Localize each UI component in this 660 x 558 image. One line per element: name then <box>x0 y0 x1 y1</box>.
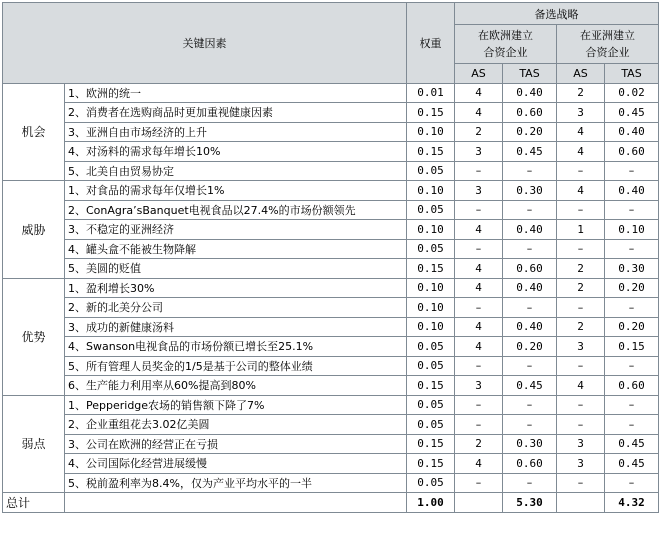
as2-cell: 2 <box>557 317 605 337</box>
table-row <box>3 259 659 279</box>
weight-cell: 0.10 <box>407 220 455 240</box>
weight-cell: 0.15 <box>407 434 455 454</box>
strategy2-line1: 在亚洲建立 <box>580 29 635 42</box>
tas1-cell: 0.40 <box>503 83 557 103</box>
weight-cell: 0.05 <box>407 161 455 181</box>
as2-cell: 1 <box>557 220 605 240</box>
tas2-cell: – <box>605 395 659 415</box>
as1-cell: 2 <box>455 122 503 142</box>
table-row <box>3 200 659 220</box>
weight-cell: 0.15 <box>407 259 455 279</box>
factor-cell: 1、Pepperidge农场的销售额下降了7% <box>65 395 407 415</box>
tas1-cell: – <box>503 395 557 415</box>
total-as1-empty <box>455 493 503 513</box>
factor-cell: 3、成功的新健康汤料 <box>65 317 407 337</box>
as1-cell: – <box>455 356 503 376</box>
tas2-cell: 0.45 <box>605 434 659 454</box>
tas1-cell: – <box>503 161 557 181</box>
as1-cell: – <box>455 239 503 259</box>
table-row <box>3 298 659 318</box>
weight-cell: 0.01 <box>407 83 455 103</box>
tas1-cell: – <box>503 415 557 435</box>
table-row <box>3 181 659 201</box>
as2-cell: 4 <box>557 122 605 142</box>
strategy2-line2: 合资企业 <box>585 46 630 59</box>
as2-cell: 4 <box>557 181 605 201</box>
as1-cell: – <box>455 395 503 415</box>
strategy1-line1: 在欧洲建立 <box>478 29 533 42</box>
category-weaknesses: 弱点 <box>3 395 65 493</box>
weight-cell: 0.05 <box>407 356 455 376</box>
weight-cell: 0.05 <box>407 200 455 220</box>
factor-cell: 5、税前盈利率为8.4%，仅为产业平均水平的一半 <box>65 473 407 493</box>
as2-cell: – <box>557 239 605 259</box>
as2-cell: 3 <box>557 454 605 474</box>
weight-cell: 0.10 <box>407 181 455 201</box>
total-weight: 1.00 <box>407 493 455 513</box>
as1-cell: 3 <box>455 142 503 162</box>
table-row <box>3 142 659 162</box>
weight-cell: 0.15 <box>407 142 455 162</box>
total-as2-empty <box>557 493 605 513</box>
factor-cell: 2、新的北美分公司 <box>65 298 407 318</box>
factor-cell: 3、亚洲自由市场经济的上升 <box>65 122 407 142</box>
as1-cell: 3 <box>455 376 503 396</box>
factor-cell: 4、公司国际化经营进展缓慢 <box>65 454 407 474</box>
tas2-cell: 0.40 <box>605 122 659 142</box>
weight-header: 权重 <box>407 3 455 84</box>
as1-cell: 3 <box>455 181 503 201</box>
weight-cell: 0.10 <box>407 317 455 337</box>
tas2-cell: 0.60 <box>605 376 659 396</box>
as1-cell: 4 <box>455 103 503 123</box>
as2-cell: 3 <box>557 103 605 123</box>
table-row <box>3 239 659 259</box>
factor-cell: 1、欧洲的统一 <box>65 83 407 103</box>
table-row <box>3 473 659 493</box>
qspm-table <box>2 2 659 513</box>
as1-cell: – <box>455 298 503 318</box>
factor-cell: 4、Swanson电视食品的市场份额已增长至25.1% <box>65 337 407 357</box>
tas1-cell: 0.40 <box>503 220 557 240</box>
tas2-cell: 0.45 <box>605 103 659 123</box>
factor-cell: 1、对食品的需求每年仅增长1% <box>65 181 407 201</box>
table-row <box>3 356 659 376</box>
as1-cell: – <box>455 473 503 493</box>
as1-cell: 4 <box>455 278 503 298</box>
as2-cell: – <box>557 161 605 181</box>
table-row <box>3 434 659 454</box>
as2-header: AS <box>557 64 605 84</box>
as2-cell: – <box>557 356 605 376</box>
weight-cell: 0.05 <box>407 473 455 493</box>
as1-cell: 4 <box>455 220 503 240</box>
as2-cell: – <box>557 298 605 318</box>
tas2-cell: 0.45 <box>605 454 659 474</box>
tas2-cell: 0.10 <box>605 220 659 240</box>
factor-cell: 6、生产能力利用率从60%提高到80% <box>65 376 407 396</box>
as2-cell: – <box>557 200 605 220</box>
strategy1-line2: 合资企业 <box>483 46 528 59</box>
tas1-cell: 0.30 <box>503 434 557 454</box>
as1-cell: 4 <box>455 317 503 337</box>
tas1-cell: 0.30 <box>503 181 557 201</box>
as2-cell: 2 <box>557 278 605 298</box>
as2-cell: 3 <box>557 434 605 454</box>
tas1-cell: – <box>503 298 557 318</box>
as1-header: AS <box>455 64 503 84</box>
tas1-cell: – <box>503 200 557 220</box>
tas1-cell: 0.20 <box>503 337 557 357</box>
as1-cell: 4 <box>455 454 503 474</box>
factor-cell: 5、北美自由贸易协定 <box>65 161 407 181</box>
table-row <box>3 317 659 337</box>
as2-cell: 2 <box>557 83 605 103</box>
total-tas2: 4.32 <box>605 493 659 513</box>
total-row <box>3 493 659 513</box>
total-label: 总计 <box>3 493 65 513</box>
table-row <box>3 103 659 123</box>
category-threats: 威胁 <box>3 181 65 279</box>
as1-cell: 2 <box>455 434 503 454</box>
tas2-cell: – <box>605 239 659 259</box>
as1-cell: 4 <box>455 259 503 279</box>
tas2-cell: 0.20 <box>605 278 659 298</box>
table-row <box>3 83 659 103</box>
alternatives-header: 备选战略 <box>455 3 659 25</box>
total-factor-empty <box>65 493 407 513</box>
as2-cell: – <box>557 415 605 435</box>
strategy2-header <box>557 25 659 64</box>
category-strengths: 优势 <box>3 278 65 395</box>
weight-cell: 0.15 <box>407 376 455 396</box>
factor-cell: 3、不稳定的亚洲经济 <box>65 220 407 240</box>
tas1-cell: 0.40 <box>503 278 557 298</box>
table-row <box>3 395 659 415</box>
tas1-cell: – <box>503 356 557 376</box>
table-row <box>3 220 659 240</box>
as1-cell: 4 <box>455 83 503 103</box>
tas1-cell: 0.45 <box>503 142 557 162</box>
factor-cell: 2、企业重组花去3.02亿美圆 <box>65 415 407 435</box>
tas2-header: TAS <box>605 64 659 84</box>
table-row <box>3 415 659 435</box>
tas2-cell: – <box>605 473 659 493</box>
weight-cell: 0.15 <box>407 103 455 123</box>
tas1-cell: 0.40 <box>503 317 557 337</box>
table-row <box>3 161 659 181</box>
as2-cell: 4 <box>557 376 605 396</box>
tas2-cell: – <box>605 415 659 435</box>
tas2-cell: 0.30 <box>605 259 659 279</box>
total-tas1: 5.30 <box>503 493 557 513</box>
factor-cell: 5、所有管理人员奖金的1/5是基于公司的整体业绩 <box>65 356 407 376</box>
tas1-header: TAS <box>503 64 557 84</box>
as1-cell: – <box>455 415 503 435</box>
key-factors-header: 关键因素 <box>3 3 407 84</box>
as2-cell: 2 <box>557 259 605 279</box>
tas2-cell: 0.40 <box>605 181 659 201</box>
factor-cell: 3、公司在欧洲的经营正在亏损 <box>65 434 407 454</box>
tas2-cell: 0.20 <box>605 317 659 337</box>
factor-cell: 4、罐头盒不能被生物降解 <box>65 239 407 259</box>
tas2-cell: 0.15 <box>605 337 659 357</box>
weight-cell: 0.05 <box>407 337 455 357</box>
weight-cell: 0.05 <box>407 415 455 435</box>
tas2-cell: 0.02 <box>605 83 659 103</box>
table-row <box>3 337 659 357</box>
tas1-cell: 0.60 <box>503 259 557 279</box>
table-row <box>3 278 659 298</box>
as1-cell: 4 <box>455 337 503 357</box>
table-row <box>3 376 659 396</box>
weight-cell: 0.05 <box>407 395 455 415</box>
factor-cell: 5、美圆的贬值 <box>65 259 407 279</box>
as2-cell: – <box>557 473 605 493</box>
as2-cell: – <box>557 395 605 415</box>
weight-cell: 0.05 <box>407 239 455 259</box>
factor-cell: 1、盈利增长30% <box>65 278 407 298</box>
weight-cell: 0.10 <box>407 278 455 298</box>
as2-cell: 4 <box>557 142 605 162</box>
factor-cell: 2、ConAgra’sBanquet电视食品以27.4%的市场份额领先 <box>65 200 407 220</box>
tas1-cell: 0.60 <box>503 103 557 123</box>
factor-cell: 4、对汤料的需求每年增长10% <box>65 142 407 162</box>
tas1-cell: 0.20 <box>503 122 557 142</box>
strategy1-header <box>455 25 557 64</box>
tas1-cell: – <box>503 473 557 493</box>
tas1-cell: – <box>503 239 557 259</box>
weight-cell: 0.10 <box>407 122 455 142</box>
as2-cell: 3 <box>557 337 605 357</box>
tas1-cell: 0.60 <box>503 454 557 474</box>
as1-cell: – <box>455 161 503 181</box>
table-row <box>3 454 659 474</box>
tas2-cell: – <box>605 356 659 376</box>
tas1-cell: 0.45 <box>503 376 557 396</box>
factor-cell: 2、消费者在选购商品时更加重视健康因素 <box>65 103 407 123</box>
tas2-cell: 0.60 <box>605 142 659 162</box>
weight-cell: 0.10 <box>407 298 455 318</box>
weight-cell: 0.15 <box>407 454 455 474</box>
table-row <box>3 122 659 142</box>
as1-cell: – <box>455 200 503 220</box>
tas2-cell: – <box>605 161 659 181</box>
tas2-cell: – <box>605 200 659 220</box>
category-opportunities: 机会 <box>3 83 65 181</box>
tas2-cell: – <box>605 298 659 318</box>
